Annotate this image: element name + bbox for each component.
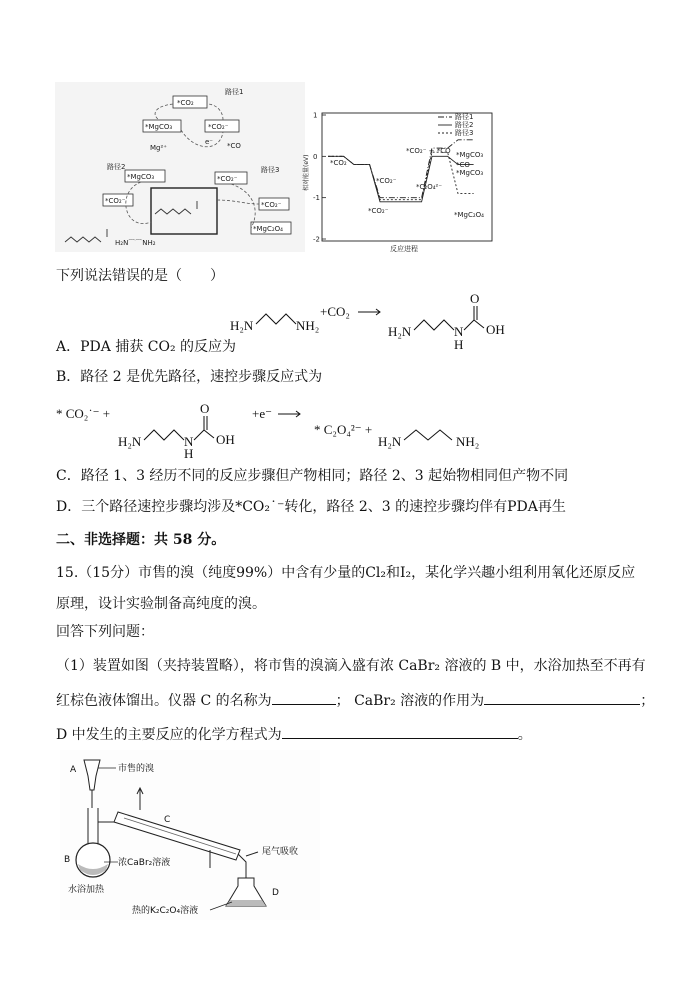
rxn-a-right-h: H [454,337,464,352]
rxn-a-right-oh: OH [486,322,505,337]
y-axis-label: 相对能量(eV) [303,154,310,191]
rxn-a-plus-co2: +CO₂ [320,304,350,319]
rxn-b-h2n: H₂N [118,434,142,449]
node-co2-minus-left-text: *CO₂⁻ [105,197,126,205]
energy-profile-chart [303,105,495,255]
part1-text-a: 红棕色液体馏出。仪器 C 的名称为 [56,693,272,709]
q15-part1-line3 [56,724,532,745]
answer-blank-cabr2-role[interactable] [484,690,640,705]
legend-label-3: 路径3 [455,129,474,137]
node-co2-minus-top-text: *CO₂⁻ [208,123,229,131]
rxn-b-oh: OH [216,432,235,447]
option-a-letter: A． [56,339,81,355]
energy-label-c2o4: *C₂O₄²⁻ [416,183,443,191]
energy-label-mgco3-b: *MgCO₃ [456,169,484,177]
label-bromine: 市售的溴 [118,764,155,774]
node-mg-text: Mg²⁺ [150,144,167,152]
y-tick-label: 0 [313,152,318,161]
rxn-b-o: O [200,401,210,416]
label-c: C [164,815,171,825]
energy-label-co2: *CO₂ [330,159,347,167]
energy-label-co2-minus-2: *CO₂⁻ [376,177,397,185]
part1-text-d: D 中发生的主要反应的化学方程式为 [56,727,282,743]
option-d: D．三个路径速控步骤均涉及*CO₂˙⁻转化，路径 2、3 的速控步骤均伴有PDA再生 [56,499,566,515]
rxn-b-co2-radical: * CO₂˙⁻ + [56,406,111,421]
rxn-b-product-chain [404,430,452,440]
rxn-b-n: N [184,434,194,449]
rxn-b-electron: +e⁻ [252,406,272,421]
energy-label-co2-minus-1: *CO₂⁻ [368,207,389,215]
rxn-b-product-nh2: NH₂ [456,434,480,449]
rxn-b-c2o4: * C₂O₄²⁻ + [314,422,373,437]
y-tick-label: -2 [313,235,320,244]
reaction-a-scheme [230,292,520,350]
x-axis-label: 反应进程 [390,245,418,253]
label-tail-gas: 尾气吸收 [262,847,299,857]
pathway-diagram [55,82,305,252]
question-stem: 下列说法错误的是（ ） [56,268,224,284]
node-co-text: *CO [227,142,241,150]
legend-label-2: 路径2 [455,121,474,129]
node-co2-minus-right-text: *CO₂⁻ [217,175,238,183]
rxn-b-chain [144,430,184,440]
option-b-letter: B． [56,369,81,385]
rxn-a-right-o: O [470,291,480,306]
energy-label-mgco3-a: *MgCO₃ [456,151,484,159]
rxn-b-product-h2n: H₂N [378,434,402,449]
energy-label-mgc2o4: *MgC₂O₄ [454,211,484,219]
option-b [56,367,322,387]
flask-d-liquid [226,900,266,906]
pda-label: H₂N⌒⌒NH₂ [115,239,156,247]
apparatus-diagram [60,750,320,920]
reaction-b-scheme [56,394,526,461]
route2-label: 路径2 [107,163,126,171]
section-2-title: 二、非选择题：共 58 分。 [56,532,226,548]
part1-text-b: ； CaBr₂ 溶液的作用为 [335,693,485,709]
option-a [56,337,236,357]
rxn-a-h2n: H₂N [230,318,254,333]
route3-label: 路径3 [261,166,280,174]
rxn-a-carboxyl [464,306,484,330]
option-a-text: PDA 捕获 CO₂ 的反应为 [80,339,237,355]
rxn-b-h: H [184,446,194,461]
node-mgc2o4-text: *MgC₂O₄ [253,225,283,233]
option-b-text: 路径 2 是优先路径，速控步骤反应式为 [80,369,323,385]
answer-blank-equation[interactable] [282,724,518,739]
legend-label-1: 路径1 [455,113,474,121]
q15-part1-line1: （1）装置如图（夹持装置略），将市售的溴滴入盛有浓 CaBr₂ 溶液的 B 中，水浴加热至不再有 [56,658,646,674]
label-d: D [272,888,279,898]
energy-label-co2-co: *CO₂⁻ + *CO [406,147,451,155]
rxn-a-chain [256,314,296,324]
label-k2c2o4: 热的K₂C₂O₄溶液 [132,906,199,916]
part1-text-e: 。 [517,727,532,743]
label-a: A [70,765,77,775]
route1-label: 路径1 [225,88,244,96]
node-co2-minus-far-text: *CO₂⁻ [261,201,282,209]
label-b: B [64,855,71,865]
y-tick-label: 1 [313,111,318,120]
rxn-b-carboxyl [194,416,214,440]
y-tick-label: -1 [313,194,320,203]
label-water-bath: 水浴加热 [68,885,105,895]
q15-line2: 原理，设计实验制备高纯度的溴。 [56,596,266,612]
node-mgco3-2-text: *MgCO₃ [127,173,155,181]
rxn-a-nh2: NH₂ [296,318,320,333]
node-co2-text: *CO₂ [177,99,194,107]
node-mgco3-text: *MgCO₃ [145,123,173,131]
q15-part1-line2 [56,690,654,711]
rxn-a-right-chain [414,320,454,330]
q15-answer-prompt: 回答下列问题： [56,624,154,640]
electron-label: e⁻ [205,138,214,146]
option-c: C．路径 1、3 经历不同的反应步骤但产物相同；路径 2、3 起始物相同但产物不同 [56,468,569,484]
q15-line1: 15.（15分）市售的溴（纯度99%）中含有少量的Cl₂和I₂，某化学兴趣小组利用氧化还原反应 [56,565,636,581]
rxn-a-right-h2n: H₂N [388,324,412,339]
part1-text-c: ； [640,693,655,709]
rxn-a-right-n: N [454,324,464,339]
answer-blank-instrument-c[interactable] [272,690,336,705]
energy-label-co: *CO [456,161,470,169]
label-cabr2: 浓CaBr₂溶液 [118,858,171,868]
